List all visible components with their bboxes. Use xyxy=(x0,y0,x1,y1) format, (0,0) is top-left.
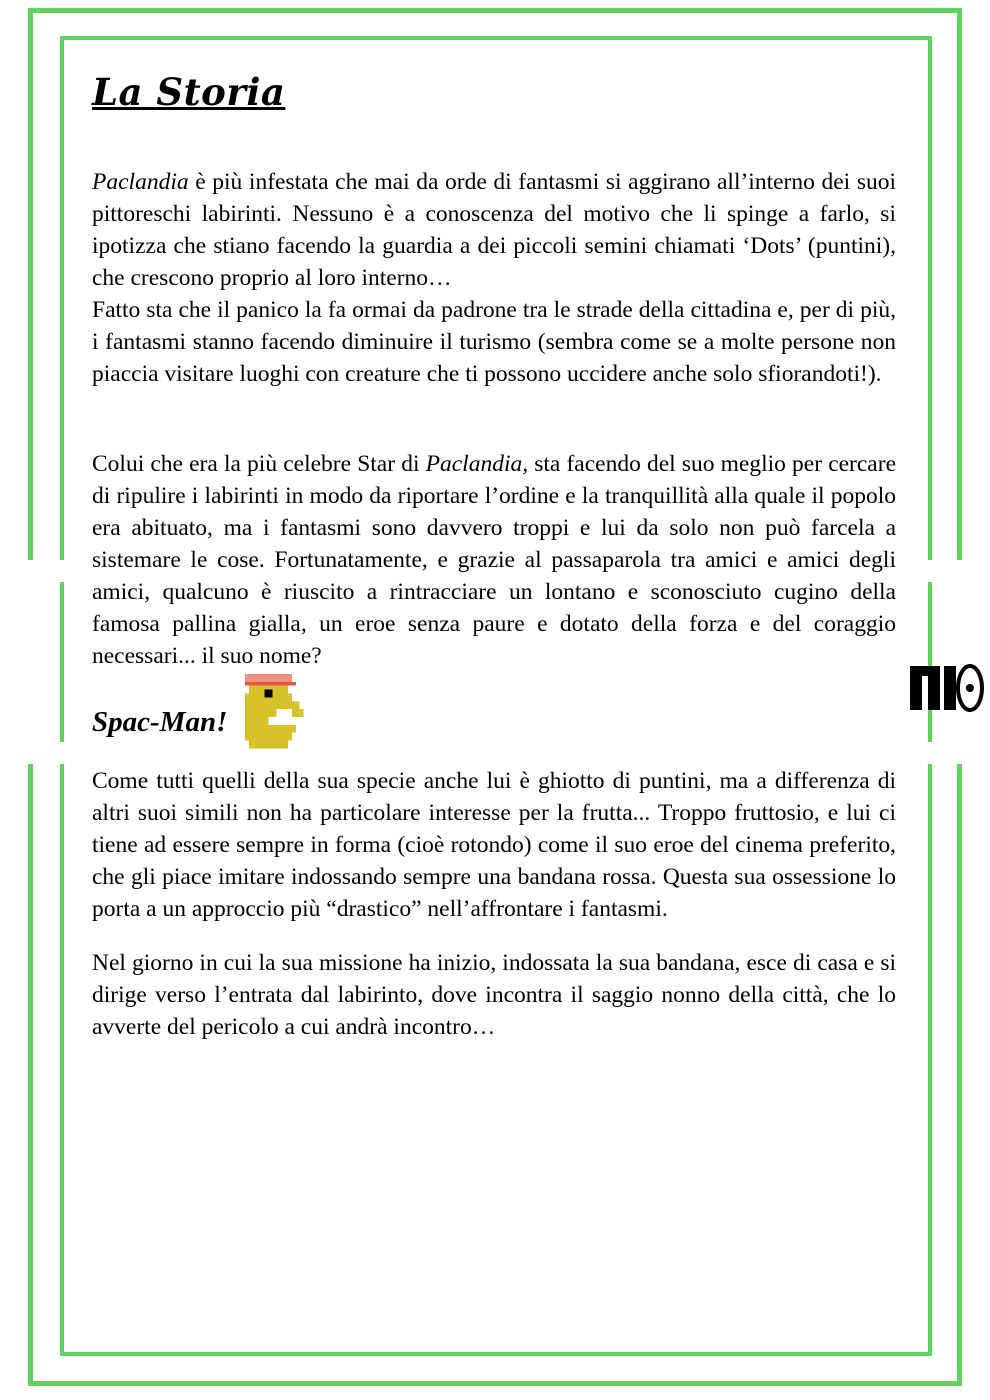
paragraph-star-part2: sta facendo del suo meglio per cercare di ripulire i labirinti in modo da riportare l’ordine e la tranquillità alla quale il popolo era abituato, ma i fantasmi sono davvero troppi e lui da solo non può farcela a sistemare le cose. Fortunatamente, e grazie al passaparola tra amici e amici degli amici, qualcuno è riuscito a rintracciare un lontano e sconosciuto cugino della famosa pallina gialla, un eroe senza paure e dotato della forza e del coraggio necessari... il suo nome? xyxy=(92,451,896,669)
paragraph-star-part1: Colui che era la più celebre Star di xyxy=(92,451,426,477)
paragraph-panic: Fatto sta che il panico la fa ormai da padrone tra le strade della cittadina e, per di più, i fantasmi stanno facendo diminuire il turismo (sembra come se a molte persone non piaccia visitare luoghi con creature che ti possono uccidere anche solo sfiorandoti!). xyxy=(92,297,896,387)
ghost-logo-glyph-icon xyxy=(908,660,984,716)
spacer-2 xyxy=(92,925,896,947)
spacer-1 xyxy=(92,390,896,448)
frame-notch-vertical-left xyxy=(20,560,36,764)
character-heading xyxy=(92,706,896,739)
paragraph-star xyxy=(92,448,896,672)
paragraph-intro xyxy=(92,166,896,294)
paragraph-intro-text: è più infestata che mai da orde di fantasmi si aggirano all’interno dei suoi pittoreschi labirinti. Nessuno è a conoscenza del motivo che li spinge a farlo, si ipotizza che stiano facendo la guardia a dei piccoli semini chiamati ‘Dots’ (puntini), che crescono proprio al loro interno… xyxy=(92,169,896,291)
document-body xyxy=(92,70,896,1043)
paragraph-habits: Come tutti quelli della sua specie anche lui è ghiotto di puntini, ma a differenza di altri suoi simili non ha particolare interesse per la frutta... Troppo fruttosio, e lui ci tiene ad essere sempre in forma (cioè rotondo) come il suo eroe del cinema preferito, che gli piace imitare indossando sempre una bandana rossa. Questa sua ossessione lo porta a un approccio più “drastico” nell’affrontare i fantasmi. xyxy=(92,768,896,922)
frame-notch-left-bottom xyxy=(0,742,74,764)
paragraph-star-italic: Paclandia, xyxy=(425,451,529,477)
page-title: La Storia xyxy=(92,70,286,114)
character-heading-label: Spac-Man! xyxy=(92,706,228,738)
pacman-with-bandana-sprite-icon xyxy=(240,674,336,760)
paragraph-mission: Nel giorno in cui la sua missione ha inizio, indossata la sua bandana, esce di casa e si dirige verso l’entrata dal labirinto, dove incontra il saggio nonno della città, che lo avverte del pericolo a cui andrà incontro… xyxy=(92,950,896,1040)
frame-notch-right-bottom xyxy=(916,742,990,764)
frame-notch-left-top xyxy=(0,560,74,582)
paragraph-intro-lead: Paclandia xyxy=(92,169,189,195)
frame-notch-right-top xyxy=(916,560,990,582)
